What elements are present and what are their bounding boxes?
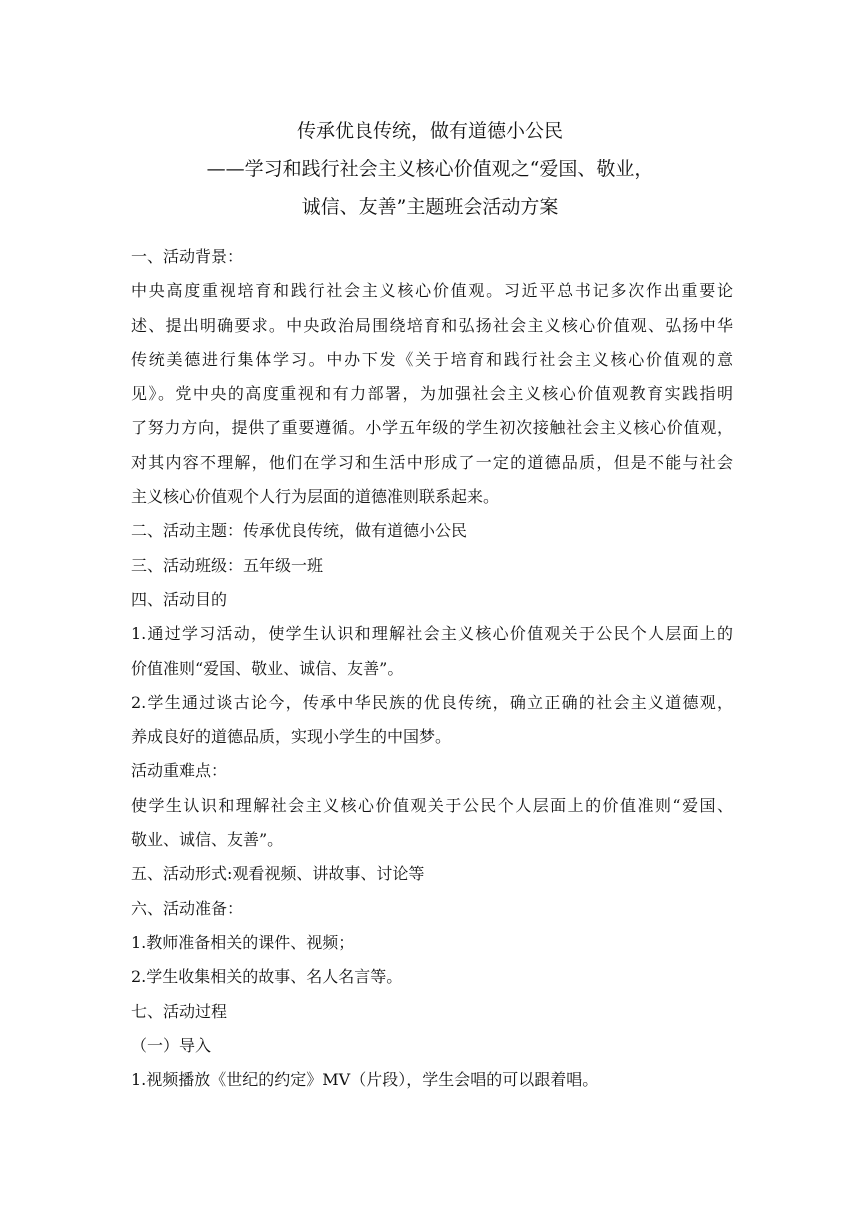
paragraph-line: 使学生认识和理解社会主义核心价值观关于公民个人层面上的价值准则“爱国、: [131, 795, 733, 815]
paragraph-line: 养成良好的道德品质，实现小学生的中国梦。: [131, 727, 452, 747]
section-heading-class: 三、活动班级：五年级一班: [131, 555, 324, 575]
section-heading-format: 五、活动形式:观看视频、讲故事、讨论等: [131, 864, 425, 884]
sub-heading-introduction: （一）导入: [131, 1035, 212, 1055]
section-heading-purpose: 四、活动目的: [131, 589, 228, 609]
section-heading-process: 七、活动过程: [131, 1001, 228, 1021]
paragraph-line: 主义核心价值观个人行为层面的道德准则联系起来。: [131, 487, 500, 507]
title-line-3: 诚信、友善”主题班会活动方案: [301, 196, 559, 218]
paragraph-line: 传统美德进行集体学习。中办下发《关于培育和践行社会主义核心价值观的意: [131, 349, 733, 369]
paragraph-line: 1.通过学习活动，使学生认识和理解社会主义核心价值观关于公民个人层面上的: [131, 624, 733, 644]
section-heading-background: 一、活动背景：: [131, 247, 244, 266]
document-title: [0, 112, 860, 226]
paragraph-line: 1.视频播放《世纪的约定》MV（片段），学生会唱的可以跟着唱。: [131, 1070, 599, 1090]
paragraph-line: 了努力方向，提供了重要遵循。小学五年级的学生初次接触社会主义核心价值观，: [131, 418, 733, 438]
title-line-1: 传承优良传统，做有道德小公民: [296, 120, 563, 142]
paragraph-line: 中央高度重视培育和践行社会主义核心价值观。习近平总书记多次作出重要论: [131, 281, 733, 301]
paragraph-line: 述、提出明确要求。中央政治局围绕培育和弘扬社会主义核心价值观、弘扬中华: [131, 315, 733, 335]
title-line-2: ——学习和践行社会主义核心价值观之“爱国、敬业，: [206, 158, 654, 180]
section-heading-preparation: 六、活动准备：: [131, 898, 244, 918]
paragraph-line: 1.教师准备相关的课件、视频；: [131, 932, 355, 952]
section-heading-key-points: 活动重难点：: [131, 761, 228, 781]
paragraph-line: 见》。党中央的高度重视和有力部署，为加强社会主义核心价值观教育实践指明: [131, 384, 733, 404]
paragraph-line: 敬业、诚信、友善”。: [131, 830, 284, 850]
paragraph-line: 价值准则“爱国、敬业、诚信、友善”。: [131, 658, 404, 678]
section-heading-theme: 二、活动主题：传承优良传统，做有道德小公民: [131, 521, 468, 541]
paragraph-line: 对其内容不理解，他们在学习和生活中形成了一定的道德品质，但是不能与社会: [131, 452, 733, 472]
document-body: [131, 240, 733, 1097]
paragraph-line: 2.学生收集相关的故事、名人名言等。: [131, 967, 403, 987]
paragraph-line: 2.学生通过谈古论今，传承中华民族的优良传统，确立正确的社会主义道德观，: [131, 692, 733, 712]
